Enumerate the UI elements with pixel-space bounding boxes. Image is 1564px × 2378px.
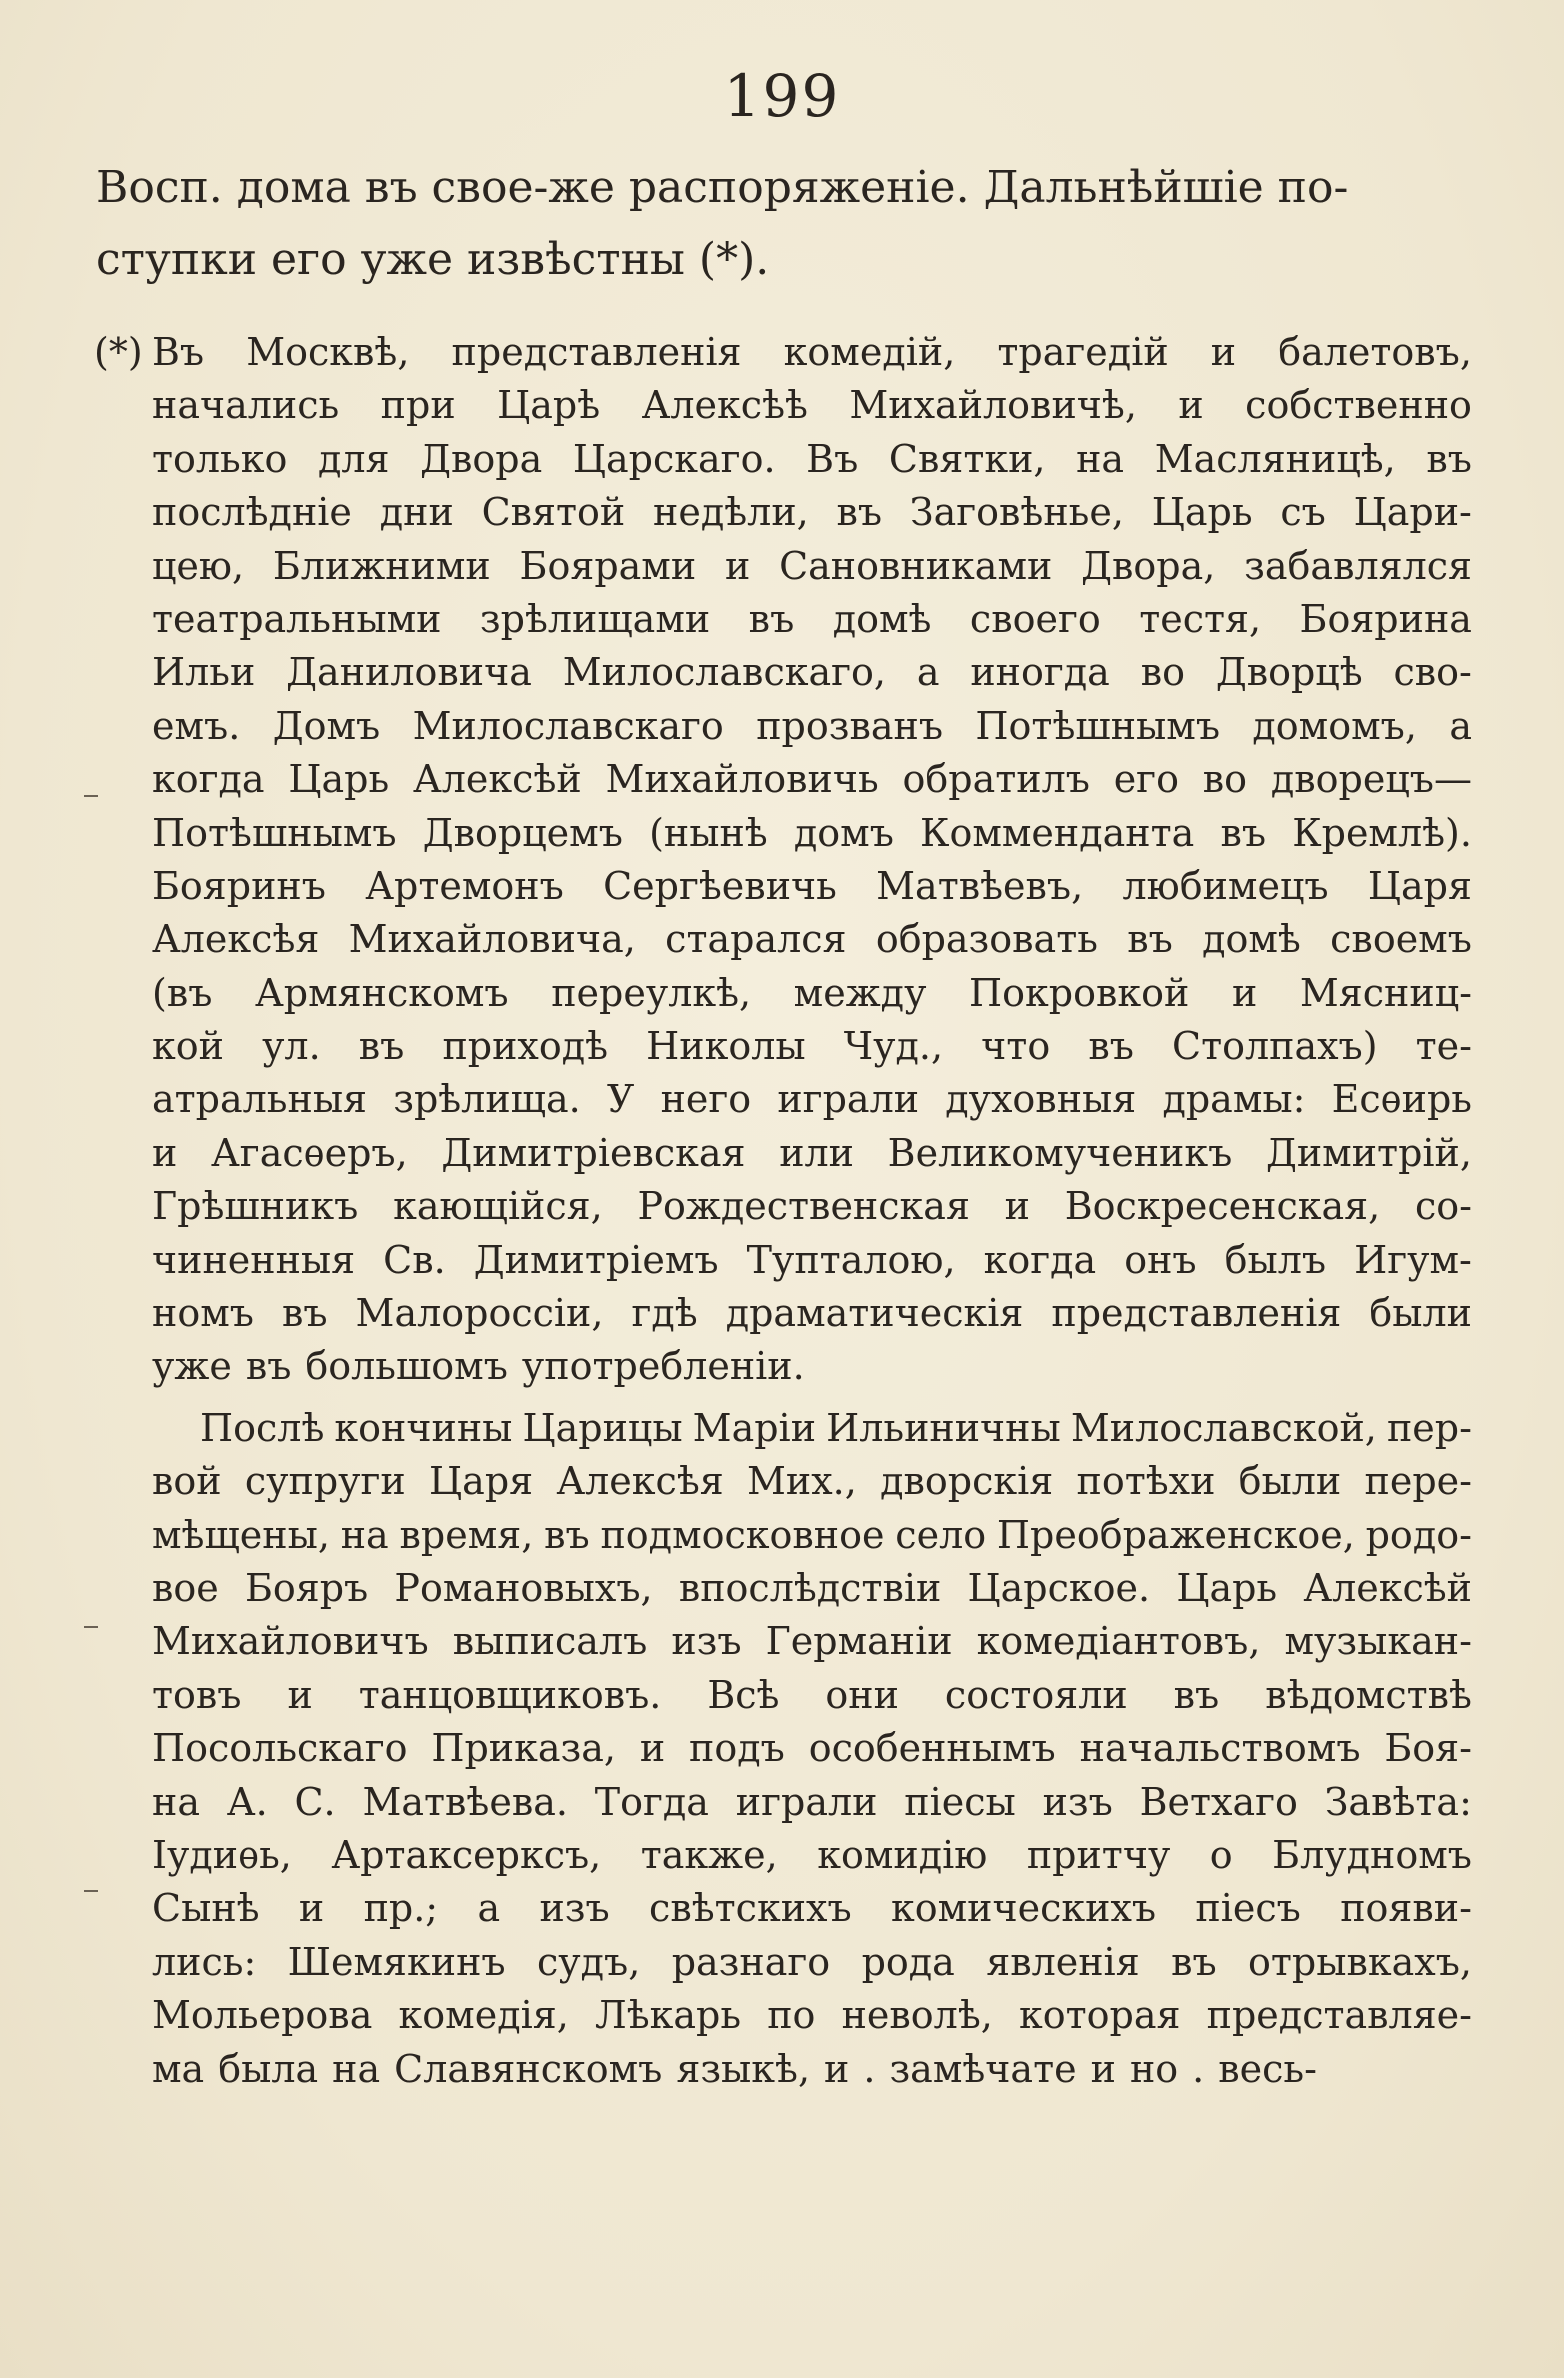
footnote-line [152,1455,1472,1508]
footnote-word: Царя [1367,863,1472,908]
footnote-word: кончины [334,1405,513,1450]
footnote-word: атральныя [152,1077,368,1122]
footnote-word: Милославскаго, [562,650,886,695]
footnote-line [152,540,1472,593]
footnote-line [152,967,1472,1020]
footnote-word: Москвѣ, [246,330,410,374]
footnote-word: Алексѣѣ [641,383,808,428]
footnote-word: выписалъ [452,1619,648,1664]
footnote-word: Ильи [152,650,256,695]
footnote-word: въ [358,1024,405,1069]
footnote-word: изъ [539,1886,610,1931]
footnote-word: представленія [451,330,742,374]
footnote-word: въ [1171,1939,1217,1984]
footnote-word: Дворцѣ [1215,650,1363,695]
footnote-word: Димитріемъ [473,1237,719,1282]
footnote-word: и [1231,970,1258,1015]
footnote-word: на [340,1512,389,1557]
footnote-word: Димитрій, [1265,1130,1472,1175]
footnote-word: С. [294,1779,336,1824]
footnote-word: во [1140,650,1185,695]
footnote-word: и [1178,383,1204,428]
footnote-word: пр.; [363,1886,439,1931]
footnote-word: трагедій [997,330,1169,374]
footnote-word: драмы: [1162,1077,1306,1122]
footnote-word: Милославскаго [412,703,724,748]
footnote-word: Ветхаго [1139,1779,1298,1824]
footnote-line [152,1776,1472,1829]
footnote-line [152,1509,1472,1562]
footnote-word: Святой [481,490,626,535]
footnote-word: или [779,1130,854,1175]
footnote-word: Мясниц- [1299,970,1472,1015]
footnote-word: Заговѣнье, [909,490,1124,535]
footnote-word: Димитріевская [441,1130,746,1175]
footnote-word: (нынѣ [649,810,768,855]
footnote-word: рода [861,1939,955,1984]
footnote-word: зрѣлища. [393,1077,581,1122]
footnote-word: комедій, [783,330,956,374]
footnote-line [152,326,1472,379]
footnote-word: подъ [689,1726,785,1771]
footnote-word: а [1449,703,1472,748]
footnote-word: обратилъ [902,757,1090,802]
footnote-word: для [317,436,390,481]
footnote-word: разнаго [671,1939,831,1984]
footnote-word: Царскаго. [572,436,776,481]
footnote-word: домомъ, [1252,703,1417,748]
footnote-word: Алексѣй [413,757,582,802]
footnote-word: Славянскомъ [394,2046,663,2091]
footnote-word: прозванъ [756,703,944,748]
footnote-word: изъ [671,1619,742,1664]
footnote-word: Дворцемъ [422,810,623,855]
footnote-word: дворскія [880,1459,1054,1504]
footnote-word: балетовъ, [1278,330,1472,374]
footnote-word: и [724,543,751,588]
footnote-word: Царь [1151,490,1253,535]
footnote-word: комидію [817,1832,988,1877]
footnote-word: Даниловича [286,650,532,695]
footnote-word: музыкан- [1284,1619,1472,1664]
footnote-word: отрывкахъ, [1248,1939,1472,1984]
footnote-word: Домъ [272,703,381,748]
main-text [96,152,1496,296]
footnote-word: Сынѣ [152,1886,260,1931]
footnote-line [152,1882,1472,1935]
footnote [94,326,1472,2096]
footnote-word: въ [1088,1024,1134,1069]
footnote-word: Великомученикъ [887,1130,1233,1175]
footnote-line [152,486,1472,539]
footnote-word: и [1090,2046,1116,2091]
footnote-word: кающійся, [393,1184,603,1229]
footnote-word: номъ [152,1291,254,1336]
footnote-line [152,807,1472,860]
footnote-word: Матвѣевъ, [876,863,1084,908]
footnote-word: мѣщены, [152,1512,330,1557]
footnote-word: потѣхи [1076,1459,1216,1504]
footnote-word: Алексѣя [556,1459,724,1504]
footnote-word: также, [640,1832,778,1877]
footnote-word: Ближними [272,543,491,588]
footnote-word: комедія, [398,1993,569,2038]
footnote-word: приходѣ [442,1024,609,1069]
footnote-word: Мольерова [152,1993,373,2038]
footnote-word: со- [1415,1184,1472,1229]
footnote-word: Царицы [522,1405,683,1450]
footnote-word: его [1113,757,1179,802]
footnote-word: танцовщиковъ. [358,1672,662,1717]
footnote-line [152,1180,1472,1233]
footnote-word: сво- [1393,650,1472,695]
footnote-line [152,1615,1472,1668]
footnote-word: зрѣлищами [479,596,711,641]
footnote-word: въ [1127,917,1173,962]
footnote-line [152,593,1472,646]
footnote-word: когда [152,757,265,802]
footnote-line [152,700,1472,753]
footnote-line [152,860,1472,913]
footnote-word: подмосковное [600,1512,885,1557]
footnote-word: иногда [970,650,1110,695]
footnote-word: явленія [986,1939,1140,1984]
footnote-word: большомъ [305,1344,508,1389]
footnote-word: Мих., [746,1459,857,1504]
footnote-word: Покровкой [969,970,1190,1015]
footnote-line [152,1287,1472,1340]
footnote-word: онъ [1124,1237,1197,1282]
footnote-word: Бояринъ [152,863,326,908]
footnote-word: Въ [806,436,859,481]
footnote-word: супруги [244,1459,406,1504]
margin-mark [84,1890,98,1892]
footnote-line [152,1234,1472,1287]
footnote-word: дни [379,490,454,535]
footnote-word: представленія [1051,1291,1342,1336]
footnote-line [152,1936,1472,1989]
footnote-word: въ [281,1291,328,1336]
footnote-word: Царское. [967,1565,1151,1610]
footnote-word: Шемякинъ [287,1939,506,1984]
footnote-word: во [1202,757,1248,802]
footnote-word: пере- [1364,1459,1472,1504]
footnote-line [152,753,1472,806]
footnote-line [152,1829,1472,1882]
footnote-word: Бояръ [244,1565,369,1610]
footnote-word: неволѣ, [841,1993,993,2038]
footnote-word: впослѣдствіи [678,1565,942,1610]
footnote-word: весь- [1218,2046,1317,2091]
footnote-word: лись: [152,1939,257,1984]
footnote-word: Іудиѳь, [152,1832,292,1877]
footnote-word: въ [836,490,883,535]
footnote-word: (въ [152,970,213,1015]
footnote-line [152,1669,1472,1722]
footnote-word: Послѣ [200,1405,325,1450]
footnote-word: Приказа, [431,1726,616,1771]
footnote-word: изъ [1042,1779,1113,1824]
footnote-word: пер- [1386,1405,1472,1450]
footnote-word: и [824,2046,850,2091]
footnote-word: начальствомъ [1079,1726,1361,1771]
footnote-word: между [793,970,927,1015]
footnote-word: забавлялся [1244,543,1472,588]
footnote-word: піесы [904,1779,1016,1824]
margin-mark [84,1626,98,1628]
main-text-line: Восп. дома въ свое-же распоряженіе. Дальнѣйшіе по- [96,162,1349,213]
footnote-word: него [660,1077,752,1122]
footnote-word: гдѣ [631,1291,698,1336]
footnote-word: недѣли, [653,490,809,535]
footnote-word: Тогда [594,1779,709,1824]
footnote-word: особеннымъ [808,1726,1056,1771]
footnote-word: Преображенское, [996,1512,1355,1557]
footnote-word: емъ. [152,703,241,748]
footnote-line [152,1722,1472,1775]
footnote-word: Столпахъ) [1172,1024,1378,1069]
footnote-word: село [895,1512,987,1557]
footnote-word: драматическія [725,1291,1024,1336]
footnote-word: домѣ [832,596,932,641]
footnote-word: родо- [1365,1512,1472,1557]
footnote-word: начались [152,383,340,428]
footnote-word: вое [152,1565,219,1610]
footnote-word: а [916,650,940,695]
footnote-word: вѣдомствѣ [1265,1672,1472,1717]
footnote-word: Армянскомъ [255,970,509,1015]
footnote-word: Всѣ [707,1672,780,1717]
footnote-word: Ильиничны [826,1405,1061,1450]
footnote-word: Артемонъ [365,863,564,908]
footnote-word: собственно [1245,383,1472,428]
footnote-word: появи- [1340,1886,1472,1931]
footnote-word: что [981,1024,1051,1069]
footnote-word: и [1004,1184,1030,1229]
footnote-word: своего [969,596,1101,641]
footnote-word: Цари- [1353,490,1472,535]
footnote-word: Св. [383,1237,446,1282]
footnote-word: Артаксерксъ, [331,1832,602,1877]
footnote-word: на [152,1779,200,1824]
margin-mark [84,795,98,797]
footnote-word: представляе- [1206,1993,1472,2038]
footnote-word: Михайловича, [348,917,636,962]
footnote-word: они [825,1672,899,1717]
footnote-word: судъ, [537,1939,641,1984]
footnote-word: и [1210,330,1237,374]
footnote-word: Сановниками [779,543,1053,588]
footnote-word: Блудномъ [1272,1832,1472,1877]
footnote-word: переулкѣ, [551,970,752,1015]
footnote-word: Есѳирь [1331,1077,1472,1122]
footnote-word: съ [1280,490,1326,535]
footnote-word: а [477,1886,501,1931]
footnote-line [152,1989,1472,2042]
footnote-word: Царь [1176,1565,1278,1610]
footnote-word: Игум- [1354,1237,1472,1282]
footnote-word: Царь [288,757,390,802]
footnote-word: на [332,2046,381,2091]
footnote-word: вой [152,1459,222,1504]
footnote-word: образовать [875,917,1098,962]
footnote-word: въ [1426,436,1472,481]
footnote-word: по [767,1993,816,2038]
footnote-word: комическихъ [890,1886,1157,1931]
footnote-word: употребленіи. [521,1344,805,1389]
footnote-word: кой [152,1024,224,1069]
footnote-word: состояли [944,1672,1128,1717]
footnote-word: былъ [1224,1237,1327,1282]
footnote-word: Михайловичь [605,757,879,802]
footnote-word: Михайловичъ [152,1619,429,1664]
footnote-word: была [218,2046,319,2091]
footnote-paragraph-1 [152,326,1472,1394]
footnote-word: были [1238,1459,1342,1504]
footnote-word: духовныя [945,1077,1137,1122]
footnote-word: Милославской, [1070,1405,1377,1450]
footnote-word: дворецъ— [1270,757,1472,802]
footnote-word: старался [665,917,847,962]
footnote-word: Лѣкарь [594,1993,742,2038]
footnote-word: Коммендантa [920,810,1195,855]
footnote-word: Рождественская [637,1184,970,1229]
footnote-word: А. [226,1779,268,1824]
footnote-word: въ [544,1512,590,1557]
footnote-word: Царя [429,1459,534,1504]
main-text-line: ступки его уже извѣстны (*). [96,234,770,285]
footnote-word: были [1369,1291,1472,1336]
footnote-word: которая [1019,1993,1181,2038]
footnote-word: ма [152,2046,205,2091]
footnote-word: Николы [646,1024,806,1069]
footnote-word: тестя, [1139,596,1262,641]
footnote-word: Двора [420,436,543,481]
footnote-line [152,1073,1472,1126]
footnote-word: и [152,1130,178,1175]
footnote-word: Боя- [1384,1726,1472,1771]
footnote-line [152,1402,1472,1455]
footnote-word: домъ [793,810,894,855]
footnote-word: театральными [152,596,442,641]
footnote-word: Посольскаго [152,1726,408,1771]
footnote-word: товъ [152,1672,242,1717]
footnote-word: Потѣшнымъ [152,810,397,855]
footnote-word: Грѣшникъ [152,1184,359,1229]
footnote-word: Двора, [1081,543,1216,588]
footnote-word: въ [1173,1672,1220,1717]
footnote-word: Михайловичѣ, [849,383,1137,428]
footnote-word: свѣтскихъ [649,1886,852,1931]
footnote-line [152,1340,1472,1393]
footnote-word: притчу [1026,1832,1171,1877]
footnote-word: въ [245,1344,292,1389]
footnote-word: уже [152,1344,232,1389]
footnote-word: те- [1415,1024,1472,1069]
footnote-line [152,1020,1472,1073]
footnote-word: о [1209,1832,1233,1877]
footnote-word: . [863,2046,876,2091]
footnote-word: при [380,383,456,428]
footnote-word: Романовыхъ, [394,1565,653,1610]
footnote-line [152,1127,1472,1180]
footnote-word: Германіи [765,1619,953,1664]
footnote-line [152,2043,1472,2096]
footnote-line [152,646,1472,699]
footnote-word: Боярами [519,543,697,588]
footnote-word: Чуд., [843,1024,944,1069]
footnote-word: и [639,1726,666,1771]
footnote-word: Святки, [888,436,1046,481]
footnote-word: только [152,436,288,481]
footnote-word: домѣ [1202,917,1301,962]
footnote-word: . [1192,2046,1205,2091]
footnote-word: Царѣ [497,383,601,428]
footnote-word: Агасѳеръ, [211,1130,408,1175]
page-number: 199 [723,62,841,130]
footnote-word: Сергѣевичь [603,863,837,908]
footnote-word: замѣчате [889,2046,1077,2091]
footnote-line [152,1562,1472,1615]
footnote-word: Малороссіи, [355,1291,604,1336]
footnote-word: Боярина [1299,596,1472,641]
footnote-word: когда [983,1237,1097,1282]
footnote-word: Алексѣй [1303,1565,1472,1610]
footnote-word: Въ [152,330,205,374]
footnote-marker [94,326,143,379]
footnote-word: своемъ [1330,917,1472,962]
footnote-line [152,379,1472,432]
footnote-word: Воскресенская, [1064,1184,1381,1229]
footnote-word: У [606,1077,635,1122]
footnote-word: въ [748,596,795,641]
footnote-word: чиненныя [152,1237,356,1282]
footnote-word: комедіантовъ, [976,1619,1261,1664]
footnote-word: цею, [152,543,245,588]
footnote-word: и [287,1672,313,1717]
footnote-word: Завѣта: [1324,1779,1472,1824]
footnote-word: играли [735,1779,878,1824]
footnote-word: на [1076,436,1125,481]
footnote-word: Матвѣева. [362,1779,568,1824]
footnote-word: любимецъ [1122,863,1329,908]
footnote-word: языкѣ, [676,2046,811,2091]
footnote-line [152,913,1472,966]
footnote-word: ул. [262,1024,321,1069]
footnote-word: но [1129,2046,1179,2091]
footnote-word: Масляницѣ, [1154,436,1396,481]
footnote-word: время, [399,1512,534,1557]
footnote-word: піесъ [1195,1886,1301,1931]
footnote-word: играли [777,1077,920,1122]
footnote-word: и [298,1886,325,1931]
footnote-marker-text: (*) [94,330,143,374]
footnote-word: послѣдніе [152,490,352,535]
footnote-paragraph-2 [152,1402,1472,2096]
footnote-line [152,433,1472,486]
footnote-word: въ [1220,810,1267,855]
footnote-word: Алексѣя [152,917,320,962]
footnote-word: Маріи [692,1405,817,1450]
footnote-word: Потѣшнымъ [975,703,1220,748]
footnote-word: Туптaлою, [746,1237,956,1282]
footnote-word: Кремлѣ). [1292,810,1472,855]
